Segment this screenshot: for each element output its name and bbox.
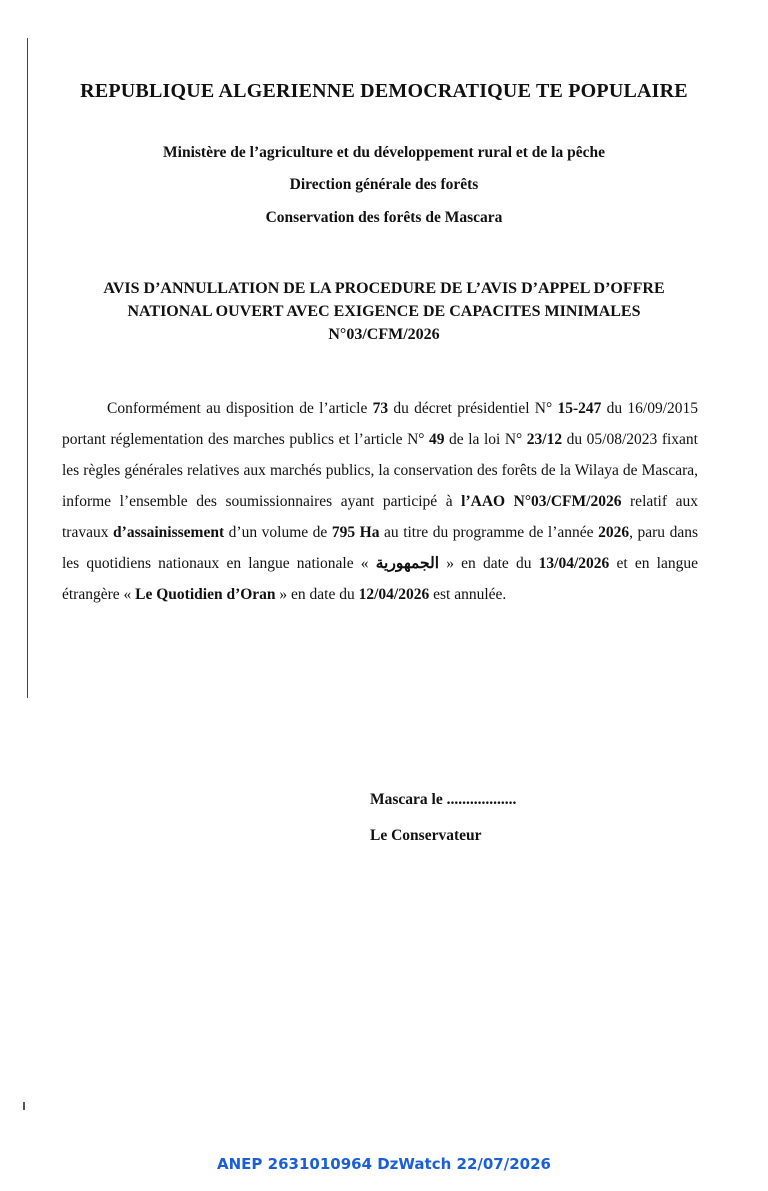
- body-text-segment: du 05/08/2023 fixant les règles générales relatives aux marchés publics, la conservation des forêts de la Wilaya de Mascara, informe l’ensemble des soumissionnaires ayant participé à: [62, 431, 698, 510]
- works-type: d’assainissement: [113, 524, 225, 541]
- republic-heading: REPUBLIQUE ALGERIENNE DEMOCRATIQUE TE POPULAIRE: [80, 80, 688, 102]
- notice-title-line-2: NATIONAL OUVERT AVEC EXIGENCE DE CAPACITES MINIMALES: [127, 303, 641, 320]
- body-text-segment: , paru dans les quotidiens nationaux en langue nationale «: [62, 524, 698, 572]
- decree-number: 15-247: [557, 400, 602, 417]
- notice-body-paragraph: [62, 393, 698, 610]
- french-publication-date: 12/04/2026: [358, 586, 430, 603]
- signature-block: [370, 782, 516, 854]
- left-margin-line: [27, 38, 28, 698]
- notice-title-line-3: N°03/CFM/2026: [328, 326, 440, 343]
- law-article-number: 49: [429, 431, 445, 448]
- body-text-segment: du 16/09/2015 portant réglementation des marches publics et l’article N°: [62, 400, 698, 448]
- works-volume: 795 Ha: [331, 524, 380, 541]
- body-text-segment: est annulée.: [429, 586, 507, 603]
- left-margin-mark: [23, 1102, 25, 1110]
- signatory-title: Le Conservateur: [370, 827, 482, 844]
- tender-reference: l’AAO N°03/CFM/2026: [461, 493, 622, 510]
- notice-title-line-1: AVIS D’ANNULLATION DE LA PROCEDURE DE L’AVIS D’APPEL D’OFFRE: [103, 280, 665, 297]
- conservation-line: Conservation des forêts de Mascara: [265, 209, 503, 226]
- article-number: 73: [372, 400, 389, 417]
- body-text-segment: de la loi N°: [444, 431, 527, 448]
- body-text-segment: du décret présidentiel N°: [388, 400, 558, 417]
- body-text-segment: d’un volume de: [224, 524, 332, 541]
- body-text-segment: » en date du: [439, 555, 539, 572]
- publication-reference: ANEP 2631010964 DzWatch 22/07/2026: [217, 1155, 551, 1173]
- arabic-newspaper-name: الجمهورية: [375, 555, 440, 572]
- notice-title: [0, 277, 768, 346]
- body-text-segment: » en date du: [275, 586, 359, 603]
- french-newspaper-name: Le Quotidien d’Oran: [135, 586, 276, 603]
- body-text-segment: et en langue étrangère «: [62, 555, 698, 603]
- arabic-publication-date: 13/04/2026: [538, 555, 610, 572]
- body-text-segment: relatif aux travaux: [62, 493, 698, 541]
- program-year: 2026: [598, 524, 630, 541]
- place-date-line: Mascara le ..................: [370, 791, 517, 808]
- body-text-segment: Conformément au disposition de l’article: [107, 400, 373, 417]
- law-number: 23/12: [526, 431, 563, 448]
- body-text-segment: au titre du programme de l’année: [379, 524, 599, 541]
- ministry-line: Ministère de l’agriculture et du développement rural et de la pêche: [163, 144, 605, 161]
- direction-line: Direction générale des forêts: [289, 176, 479, 193]
